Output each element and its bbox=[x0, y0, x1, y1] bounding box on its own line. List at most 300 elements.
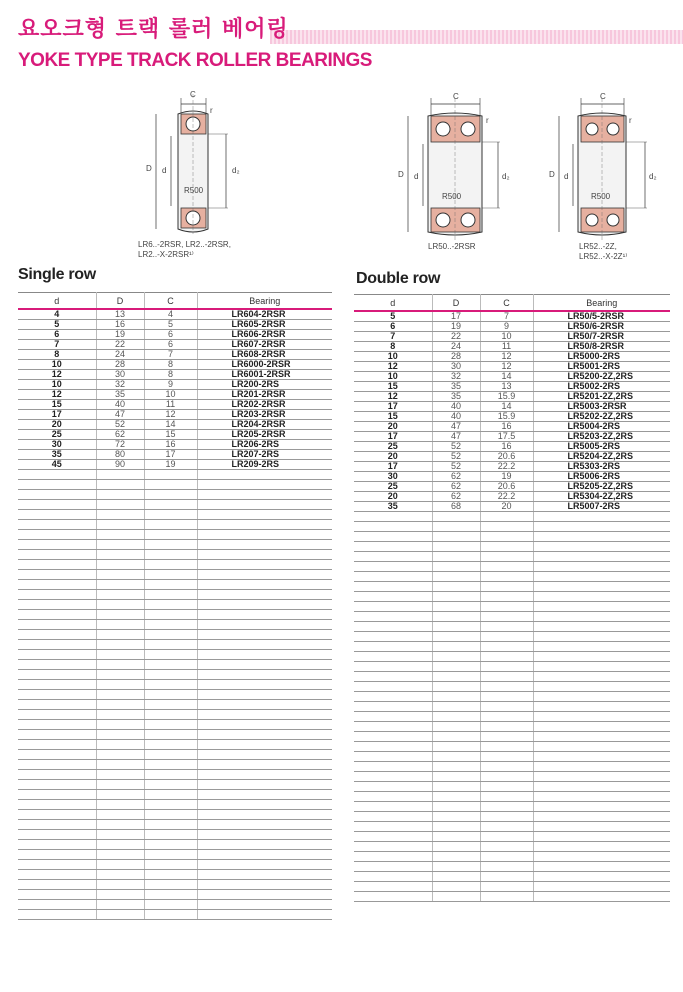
table-row-empty bbox=[18, 720, 332, 730]
cell-D: 52 bbox=[432, 452, 480, 462]
cell-D bbox=[96, 510, 144, 520]
table-row-empty bbox=[18, 680, 332, 690]
page-title-korean: 요오크형 트랙 롤러 베어링 bbox=[18, 17, 289, 42]
cell-bearing bbox=[197, 560, 332, 570]
cell-D bbox=[96, 640, 144, 650]
cell-C bbox=[480, 582, 533, 592]
cell-d: 30 bbox=[354, 472, 432, 482]
table-row-empty bbox=[18, 690, 332, 700]
table-row-empty bbox=[354, 712, 670, 722]
cell-d bbox=[354, 722, 432, 732]
header-bearing: Bearing bbox=[197, 293, 332, 310]
cell-D bbox=[96, 730, 144, 740]
cell-D bbox=[432, 682, 480, 692]
dim-label-D: D bbox=[398, 170, 404, 179]
cell-C: 6 bbox=[144, 330, 197, 340]
cell-C bbox=[480, 752, 533, 762]
cell-bearing bbox=[533, 652, 670, 662]
cell-D: 47 bbox=[432, 422, 480, 432]
cell-d: 12 bbox=[354, 362, 432, 372]
cell-D bbox=[432, 842, 480, 852]
cell-C bbox=[144, 730, 197, 740]
cell-d bbox=[18, 630, 96, 640]
cell-D bbox=[96, 720, 144, 730]
cell-D bbox=[432, 582, 480, 592]
table-row-empty bbox=[354, 642, 670, 652]
cell-D bbox=[96, 750, 144, 760]
cell-C bbox=[144, 550, 197, 560]
cell-d: 10 bbox=[354, 372, 432, 382]
cell-bearing bbox=[197, 660, 332, 670]
cell-C bbox=[144, 810, 197, 820]
table-header-row bbox=[354, 295, 670, 312]
cell-C bbox=[144, 560, 197, 570]
table-row bbox=[18, 400, 332, 410]
cell-C bbox=[144, 590, 197, 600]
table-row-empty bbox=[18, 810, 332, 820]
cell-d: 10 bbox=[18, 380, 96, 390]
cell-C: 12 bbox=[144, 410, 197, 420]
dim-label-radius: R500 bbox=[442, 192, 462, 201]
table-row-empty bbox=[354, 662, 670, 672]
cell-bearing bbox=[197, 680, 332, 690]
table-row-empty bbox=[18, 670, 332, 680]
cell-d bbox=[18, 830, 96, 840]
cell-C: 12 bbox=[480, 352, 533, 362]
cell-bearing bbox=[533, 542, 670, 552]
table-row-empty bbox=[354, 762, 670, 772]
cell-D bbox=[96, 610, 144, 620]
cell-d: 5 bbox=[354, 311, 432, 322]
cell-bearing bbox=[197, 590, 332, 600]
cell-C bbox=[480, 532, 533, 542]
page-title-english: YOKE TYPE TRACK ROLLER BEARINGS bbox=[18, 50, 372, 71]
cell-bearing bbox=[197, 570, 332, 580]
cell-d: 7 bbox=[18, 340, 96, 350]
cell-C: 19 bbox=[480, 472, 533, 482]
table-row bbox=[354, 482, 670, 492]
cell-d: 12 bbox=[18, 370, 96, 380]
cell-D: 47 bbox=[96, 410, 144, 420]
cell-d: 17 bbox=[354, 462, 432, 472]
cell-bearing bbox=[197, 520, 332, 530]
cell-C bbox=[480, 892, 533, 902]
table-row bbox=[18, 320, 332, 330]
cell-C bbox=[480, 832, 533, 842]
cell-C bbox=[144, 910, 197, 920]
cell-d bbox=[18, 900, 96, 910]
cell-bearing bbox=[533, 782, 670, 792]
cell-C bbox=[144, 830, 197, 840]
cell-C: 15.9 bbox=[480, 392, 533, 402]
cell-D: 40 bbox=[432, 402, 480, 412]
table-row-empty bbox=[354, 872, 670, 882]
cell-bearing bbox=[197, 470, 332, 480]
table-row-empty bbox=[354, 822, 670, 832]
cell-bearing: LR50/6-2RSR bbox=[533, 322, 670, 332]
cell-C bbox=[480, 712, 533, 722]
header-d: d bbox=[18, 293, 96, 310]
cell-D bbox=[96, 620, 144, 630]
cell-D: 52 bbox=[432, 462, 480, 472]
header-C: C bbox=[480, 295, 533, 312]
cell-D bbox=[96, 830, 144, 840]
cell-bearing bbox=[533, 662, 670, 672]
cell-d bbox=[18, 780, 96, 790]
table-row-empty bbox=[354, 852, 670, 862]
diagram-caption-line-2: LR52..-X-2Z¹⁾ bbox=[579, 252, 628, 261]
cell-D: 32 bbox=[96, 380, 144, 390]
cell-C bbox=[480, 772, 533, 782]
cell-bearing bbox=[197, 630, 332, 640]
cell-bearing: LR5003-2RSR bbox=[533, 402, 670, 412]
cell-d bbox=[18, 820, 96, 830]
cell-D bbox=[432, 782, 480, 792]
cell-bearing: LR5202-2Z,2RS bbox=[533, 412, 670, 422]
cell-d bbox=[18, 810, 96, 820]
cell-D bbox=[432, 892, 480, 902]
table-row-empty bbox=[354, 832, 670, 842]
cell-bearing bbox=[533, 622, 670, 632]
cell-bearing bbox=[533, 572, 670, 582]
cell-d bbox=[18, 570, 96, 580]
table-row bbox=[354, 432, 670, 442]
cell-C bbox=[480, 642, 533, 652]
cell-d: 20 bbox=[354, 452, 432, 462]
cell-D bbox=[96, 710, 144, 720]
cell-C: 8 bbox=[144, 370, 197, 380]
cell-d: 6 bbox=[18, 330, 96, 340]
cell-D bbox=[96, 470, 144, 480]
cell-d: 25 bbox=[354, 442, 432, 452]
cell-d: 8 bbox=[18, 350, 96, 360]
cell-D: 40 bbox=[96, 400, 144, 410]
cell-C bbox=[144, 540, 197, 550]
cell-D bbox=[432, 612, 480, 622]
cell-d bbox=[354, 712, 432, 722]
cell-d bbox=[354, 552, 432, 562]
cell-bearing bbox=[197, 910, 332, 920]
cell-d: 15 bbox=[354, 412, 432, 422]
header-d: d bbox=[354, 295, 432, 312]
cell-D bbox=[432, 652, 480, 662]
cell-bearing bbox=[197, 550, 332, 560]
table-row bbox=[18, 360, 332, 370]
cell-bearing bbox=[197, 850, 332, 860]
cell-D bbox=[96, 700, 144, 710]
cell-bearing bbox=[533, 852, 670, 862]
table-row-empty bbox=[354, 682, 670, 692]
cell-bearing bbox=[197, 580, 332, 590]
cell-C bbox=[480, 592, 533, 602]
cell-bearing bbox=[533, 862, 670, 872]
cell-C bbox=[144, 660, 197, 670]
table-row-empty bbox=[354, 842, 670, 852]
cell-bearing bbox=[533, 582, 670, 592]
cell-bearing: LR203-2RSR bbox=[197, 410, 332, 420]
cell-d bbox=[18, 670, 96, 680]
table-row-empty bbox=[18, 870, 332, 880]
table-row-empty bbox=[18, 850, 332, 860]
cell-C bbox=[480, 822, 533, 832]
cell-C bbox=[144, 500, 197, 510]
cell-C bbox=[480, 662, 533, 672]
table-row-empty bbox=[354, 602, 670, 612]
single-row-title: Single row bbox=[18, 266, 96, 283]
table-row-empty bbox=[18, 790, 332, 800]
cell-D bbox=[96, 670, 144, 680]
cell-bearing bbox=[197, 740, 332, 750]
cell-C: 8 bbox=[144, 360, 197, 370]
cell-d bbox=[354, 632, 432, 642]
cell-bearing: LR5201-2Z,2RS bbox=[533, 392, 670, 402]
table-row-empty bbox=[18, 470, 332, 480]
table-row-empty bbox=[18, 710, 332, 720]
cell-d bbox=[354, 742, 432, 752]
cell-D bbox=[432, 602, 480, 612]
cell-D bbox=[96, 530, 144, 540]
table-row-empty bbox=[354, 592, 670, 602]
diagram-caption-line-1: LR50..-2RSR bbox=[428, 242, 476, 251]
cell-bearing bbox=[533, 882, 670, 892]
cell-bearing bbox=[197, 760, 332, 770]
dim-label-d2: d₂ bbox=[232, 166, 240, 175]
cell-bearing bbox=[197, 720, 332, 730]
header-C: C bbox=[144, 293, 197, 310]
cell-D bbox=[96, 840, 144, 850]
cell-bearing bbox=[533, 522, 670, 532]
cell-d: 8 bbox=[354, 342, 432, 352]
table-row bbox=[354, 472, 670, 482]
cell-C: 14 bbox=[480, 402, 533, 412]
table-row bbox=[354, 342, 670, 352]
cell-bearing bbox=[197, 770, 332, 780]
cell-d bbox=[354, 532, 432, 542]
cell-d: 12 bbox=[354, 392, 432, 402]
diagram-caption-line-1: LR6..-2RSR, LR2..-2RSR, bbox=[138, 240, 231, 249]
cell-C bbox=[480, 692, 533, 702]
cell-D bbox=[432, 722, 480, 732]
cell-d bbox=[18, 620, 96, 630]
table-row-empty bbox=[18, 760, 332, 770]
cell-d bbox=[354, 602, 432, 612]
cell-D bbox=[432, 752, 480, 762]
cell-bearing bbox=[533, 552, 670, 562]
cell-d: 17 bbox=[354, 432, 432, 442]
table-row bbox=[354, 502, 670, 512]
cell-C bbox=[144, 820, 197, 830]
cell-C: 9 bbox=[480, 322, 533, 332]
table-row-empty bbox=[18, 570, 332, 580]
cell-bearing bbox=[533, 632, 670, 642]
cell-C bbox=[144, 800, 197, 810]
cell-D bbox=[432, 872, 480, 882]
cell-D bbox=[432, 822, 480, 832]
cell-D bbox=[96, 550, 144, 560]
table-row-empty bbox=[18, 880, 332, 890]
cell-bearing bbox=[533, 512, 670, 522]
cell-bearing: LR5000-2RS bbox=[533, 352, 670, 362]
table-row-empty bbox=[18, 560, 332, 570]
dim-label-d: d bbox=[162, 166, 167, 175]
table-row bbox=[18, 430, 332, 440]
cell-D bbox=[96, 560, 144, 570]
cell-bearing bbox=[197, 810, 332, 820]
cell-bearing bbox=[533, 792, 670, 802]
table-row bbox=[354, 392, 670, 402]
cell-C: 7 bbox=[480, 311, 533, 322]
table-row-empty bbox=[18, 550, 332, 560]
cell-bearing: LR5007-2RS bbox=[533, 502, 670, 512]
table-row-empty bbox=[354, 572, 670, 582]
cell-bearing: LR5004-2RS bbox=[533, 422, 670, 432]
table-row-empty bbox=[18, 860, 332, 870]
cell-D: 47 bbox=[432, 432, 480, 442]
cell-bearing bbox=[533, 872, 670, 882]
cell-D bbox=[96, 650, 144, 660]
table-row-empty bbox=[354, 782, 670, 792]
cell-bearing bbox=[197, 640, 332, 650]
cell-D bbox=[96, 880, 144, 890]
table-row-empty bbox=[18, 520, 332, 530]
cell-D: 19 bbox=[96, 330, 144, 340]
table-row-empty bbox=[18, 630, 332, 640]
cell-bearing bbox=[533, 562, 670, 572]
cell-d bbox=[354, 542, 432, 552]
cell-C bbox=[480, 862, 533, 872]
cell-D bbox=[432, 882, 480, 892]
cell-bearing: LR5203-2Z,2RS bbox=[533, 432, 670, 442]
cell-d bbox=[18, 700, 96, 710]
cell-C bbox=[480, 792, 533, 802]
cell-C: 14 bbox=[480, 372, 533, 382]
table-row-empty bbox=[354, 732, 670, 742]
cell-C bbox=[144, 780, 197, 790]
table-row-empty bbox=[18, 890, 332, 900]
cell-bearing bbox=[197, 670, 332, 680]
cell-D bbox=[96, 600, 144, 610]
diagram-caption-line-2: LR2..-X-2RSR¹⁾ bbox=[138, 250, 194, 259]
header-D: D bbox=[96, 293, 144, 310]
cell-D bbox=[96, 860, 144, 870]
cell-bearing bbox=[533, 812, 670, 822]
cell-C bbox=[144, 900, 197, 910]
cell-C bbox=[144, 750, 197, 760]
cell-d: 20 bbox=[354, 422, 432, 432]
table-row-empty bbox=[354, 702, 670, 712]
cell-D: 52 bbox=[96, 420, 144, 430]
cell-d bbox=[18, 770, 96, 780]
cell-d: 6 bbox=[354, 322, 432, 332]
cell-d bbox=[354, 612, 432, 622]
table-row-empty bbox=[354, 882, 670, 892]
cell-C bbox=[144, 760, 197, 770]
cell-C bbox=[144, 570, 197, 580]
table-row bbox=[18, 440, 332, 450]
cell-d: 35 bbox=[18, 450, 96, 460]
cell-C bbox=[144, 640, 197, 650]
table-row bbox=[18, 309, 332, 320]
cell-C bbox=[480, 762, 533, 772]
cell-d: 5 bbox=[18, 320, 96, 330]
cell-d bbox=[354, 822, 432, 832]
cell-bearing: LR605-2RSR bbox=[197, 320, 332, 330]
cell-C bbox=[480, 882, 533, 892]
cell-D bbox=[432, 732, 480, 742]
cell-C bbox=[144, 610, 197, 620]
cell-bearing bbox=[533, 702, 670, 712]
cell-D: 19 bbox=[432, 322, 480, 332]
table-row-empty bbox=[18, 830, 332, 840]
cell-bearing bbox=[197, 840, 332, 850]
cell-d bbox=[18, 550, 96, 560]
cell-d bbox=[354, 832, 432, 842]
table-row-empty bbox=[18, 620, 332, 630]
cell-bearing bbox=[197, 790, 332, 800]
cell-C bbox=[144, 790, 197, 800]
table-row-empty bbox=[354, 552, 670, 562]
cell-bearing bbox=[197, 700, 332, 710]
dim-label-radius: R500 bbox=[591, 192, 611, 201]
cell-bearing: LR5005-2RS bbox=[533, 442, 670, 452]
cell-D bbox=[432, 852, 480, 862]
table-row-empty bbox=[18, 480, 332, 490]
table-row-empty bbox=[354, 722, 670, 732]
cell-d bbox=[18, 600, 96, 610]
cell-C bbox=[144, 620, 197, 630]
dim-label-D: D bbox=[146, 164, 152, 173]
cell-bearing: LR604-2RSR bbox=[197, 309, 332, 320]
cell-d: 4 bbox=[18, 309, 96, 320]
table-row-empty bbox=[354, 772, 670, 782]
cell-C: 20.6 bbox=[480, 452, 533, 462]
double-row-title: Double row bbox=[356, 270, 441, 287]
table-row bbox=[354, 311, 670, 322]
cell-C: 17.5 bbox=[480, 432, 533, 442]
cell-D: 35 bbox=[96, 390, 144, 400]
cell-bearing bbox=[197, 870, 332, 880]
cell-bearing bbox=[533, 592, 670, 602]
cell-d bbox=[18, 720, 96, 730]
cell-d bbox=[18, 740, 96, 750]
table-row-empty bbox=[354, 542, 670, 552]
cell-C: 17 bbox=[144, 450, 197, 460]
table-row-empty bbox=[18, 490, 332, 500]
table-row-empty bbox=[354, 672, 670, 682]
cell-D bbox=[96, 890, 144, 900]
table-row bbox=[354, 462, 670, 472]
cell-bearing bbox=[533, 752, 670, 762]
cell-D bbox=[96, 660, 144, 670]
table-row-empty bbox=[354, 812, 670, 822]
cell-C: 4 bbox=[144, 309, 197, 320]
table-row bbox=[354, 332, 670, 342]
cell-D bbox=[96, 480, 144, 490]
cell-D: 72 bbox=[96, 440, 144, 450]
table-row-empty bbox=[18, 750, 332, 760]
dim-label-d: d bbox=[564, 172, 569, 181]
cell-bearing: LR608-2RSR bbox=[197, 350, 332, 360]
cell-d: 35 bbox=[354, 502, 432, 512]
cell-d bbox=[18, 870, 96, 880]
table-row-empty bbox=[18, 740, 332, 750]
cell-d bbox=[354, 672, 432, 682]
cell-d: 10 bbox=[18, 360, 96, 370]
cell-D: 22 bbox=[96, 340, 144, 350]
cell-d bbox=[354, 702, 432, 712]
cell-D: 52 bbox=[432, 442, 480, 452]
table-row bbox=[18, 420, 332, 430]
